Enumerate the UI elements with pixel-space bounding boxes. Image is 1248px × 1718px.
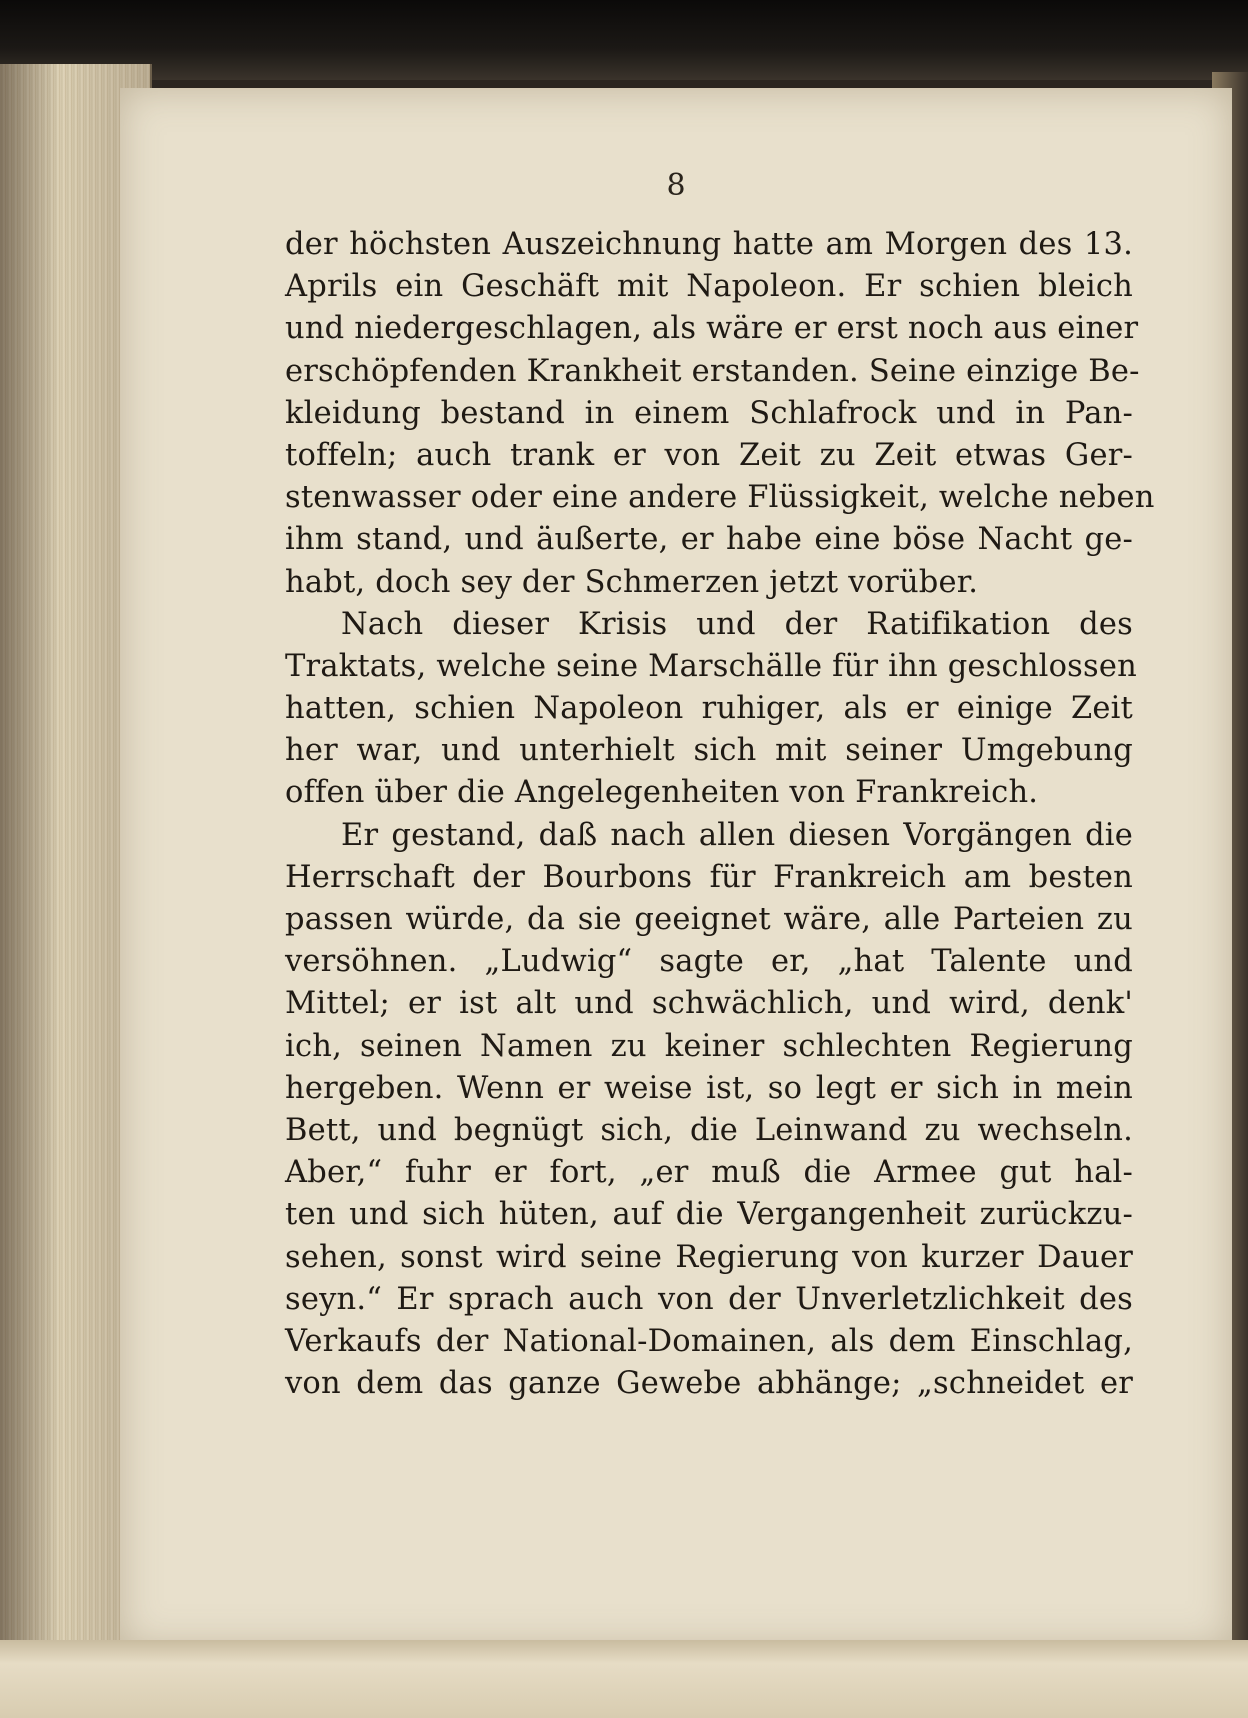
text-line: erschöpfenden Krankheit erstanden. Seine einzige Be- xyxy=(285,353,1140,389)
text-line: offen über die Angelegenheiten von Frankreich. xyxy=(285,775,1039,811)
text-line: Er gestand, daß nach allen diesen Vorgängen die xyxy=(341,817,1133,853)
text-line: Bett, und begnügt sich, die Leinwand zu wechseln. xyxy=(285,1112,1133,1148)
text-line: toffeln; auch trank er von Zeit zu Zeit etwas Ger- xyxy=(285,437,1133,473)
text-line: Verkaufs der National-Domainen, als dem Einschlag, xyxy=(285,1323,1133,1359)
text-line: kleidung bestand in einem Schlafrock und in Pan- xyxy=(285,395,1133,431)
text-line: versöhnen. „Ludwig“ sagte er, „hat Talente und xyxy=(285,944,1133,980)
text-line: Nach dieser Krisis und der Ratifikation des xyxy=(341,606,1133,642)
text-line: ten und sich hüten, auf die Vergangenheit zurückzu- xyxy=(285,1197,1133,1233)
text-line: Herrschaft der Bourbons für Frankreich am besten xyxy=(285,859,1133,895)
text-line: Aber,“ fuhr er fort, „er muß die Armee gut hal- xyxy=(285,1155,1133,1191)
book-page xyxy=(120,88,1232,1648)
text-line: ihm stand, und äußerte, er habe eine böse Nacht ge- xyxy=(285,522,1133,558)
text-line: und niedergeschlagen, als wäre er erst noch aus einer xyxy=(285,311,1139,347)
text-line: hergeben. Wenn er weise ist, so legt er sich in mein xyxy=(285,1070,1133,1106)
body-text xyxy=(285,224,1155,1405)
text-line: Aprils ein Geschäft mit Napoleon. Er schien bleich xyxy=(285,269,1133,305)
text-line: passen würde, da sie geeignet wäre, alle Parteien zu xyxy=(285,902,1133,937)
text-line: von dem das ganze Gewebe abhänge; „schneidet er xyxy=(285,1366,1133,1402)
text-line: seyn.“ Er sprach auch von der Unverletzlichkeit des xyxy=(285,1281,1133,1317)
text-line: hatten, schien Napoleon ruhiger, als er einige Zeit xyxy=(285,691,1133,727)
text-line: sehen, sonst wird seine Regierung von kurzer Dauer xyxy=(285,1239,1133,1275)
top-shadow xyxy=(0,0,1248,80)
text-line: habt, doch sey der Schmerzen jetzt vorüber. xyxy=(285,564,979,600)
text-line: her war, und unterhielt sich mit seiner Umgebung xyxy=(285,733,1133,769)
text-line: der höchsten Auszeichnung hatte am Morgen des 13. xyxy=(285,227,1133,262)
text-line: Traktats, welche seine Marschälle für ihn geschlossen xyxy=(285,648,1137,684)
bottom-page-edge xyxy=(0,1640,1248,1718)
text-line: Mittel; er ist alt und schwächlich, und wird, denk' xyxy=(285,986,1133,1022)
text-line: stenwasser oder eine andere Flüssigkeit, welche neben xyxy=(285,480,1155,516)
page-number: 8 xyxy=(666,168,686,203)
text-line: ich, seinen Namen zu keiner schlechten Regierung xyxy=(285,1028,1133,1064)
